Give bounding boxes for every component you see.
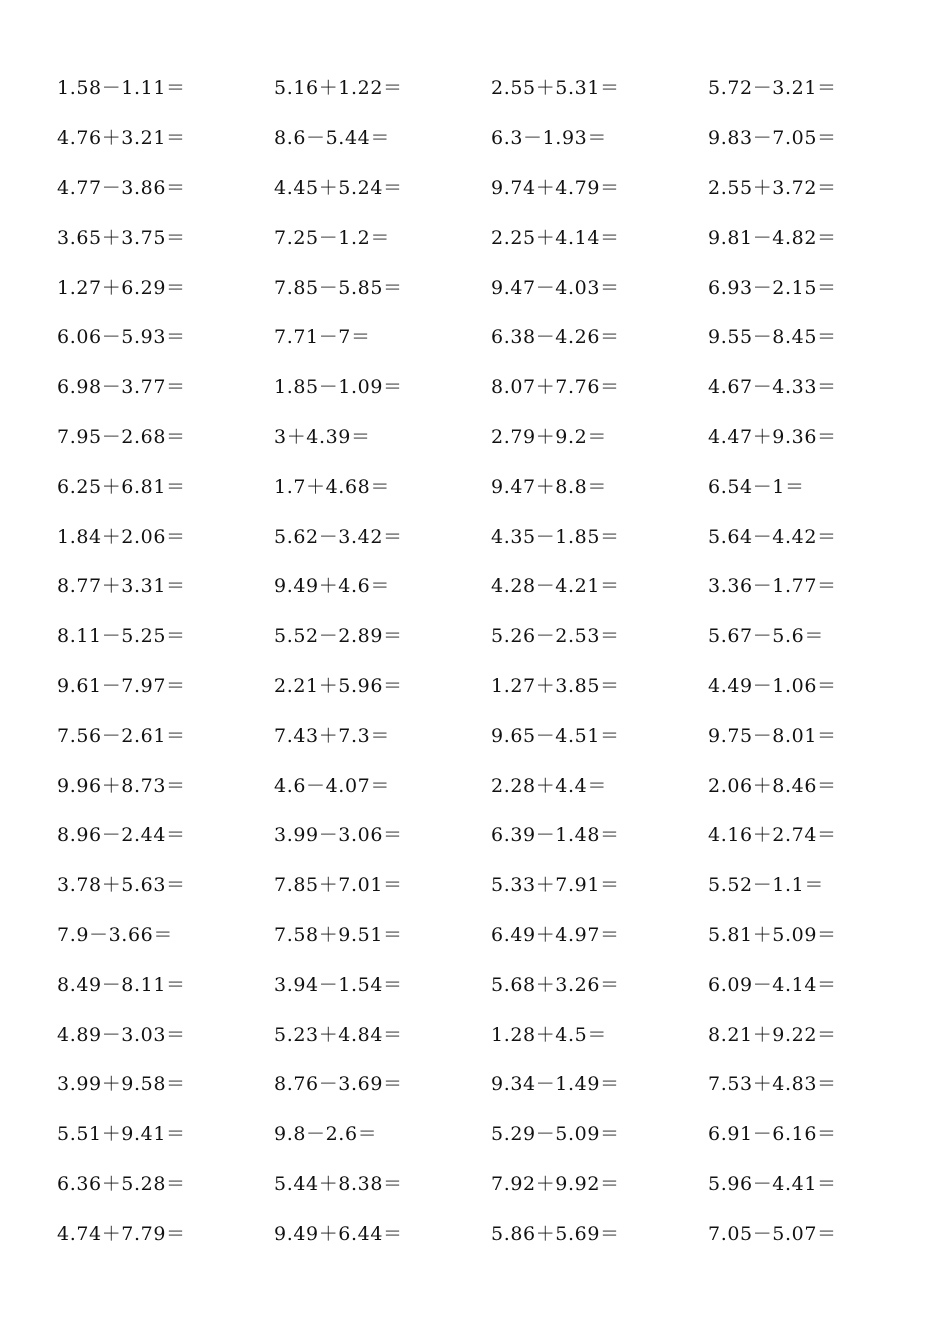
arithmetic-problem: 3＋4.39＝ — [274, 425, 371, 448]
arithmetic-problem: 6.98－3.77＝ — [57, 376, 186, 399]
arithmetic-problem: 6.54－1＝ — [708, 475, 805, 498]
problem-row — [57, 1108, 927, 1158]
arithmetic-problem: 5.16＋1.22＝ — [274, 77, 403, 100]
arithmetic-problem: 8.77＋3.31＝ — [57, 575, 186, 598]
problem-row — [57, 809, 927, 859]
arithmetic-problem: 5.62－3.42＝ — [274, 525, 403, 548]
arithmetic-problem: 5.52－2.89＝ — [274, 625, 403, 648]
problem-row — [57, 162, 927, 212]
arithmetic-problem: 6.93－2.15＝ — [708, 276, 837, 299]
problem-row — [57, 560, 927, 610]
arithmetic-problem: 5.26－2.53＝ — [491, 625, 620, 648]
arithmetic-problem: 9.61－7.97＝ — [57, 674, 186, 697]
arithmetic-problem: 6.49＋4.97＝ — [491, 923, 620, 946]
arithmetic-problem: 5.44＋8.38＝ — [274, 1172, 403, 1195]
arithmetic-problem: 4.77－3.86＝ — [57, 176, 186, 199]
arithmetic-problem: 6.38－4.26＝ — [491, 326, 620, 349]
arithmetic-problem: 7.71－7＝ — [274, 326, 371, 349]
arithmetic-problem: 1.85－1.09＝ — [274, 376, 403, 399]
arithmetic-problem: 4.16＋2.74＝ — [708, 824, 837, 847]
arithmetic-problem: 5.33＋7.91＝ — [491, 874, 620, 897]
problem-grid — [57, 62, 927, 1257]
problem-row — [57, 460, 927, 510]
arithmetic-problem: 4.35－1.85＝ — [491, 525, 620, 548]
arithmetic-problem: 9.96＋8.73＝ — [57, 774, 186, 797]
arithmetic-problem: 7.53＋4.83＝ — [708, 1073, 837, 1096]
arithmetic-problem: 1.27＋6.29＝ — [57, 276, 186, 299]
problem-row — [57, 610, 927, 660]
arithmetic-problem: 8.49－8.11＝ — [57, 973, 186, 996]
arithmetic-problem: 2.55＋5.31＝ — [491, 77, 620, 100]
arithmetic-problem: 6.09－4.14＝ — [708, 973, 837, 996]
arithmetic-problem: 8.07＋7.76＝ — [491, 376, 620, 399]
arithmetic-problem: 3.78＋5.63＝ — [57, 874, 186, 897]
arithmetic-problem: 9.34－1.49＝ — [491, 1073, 620, 1096]
arithmetic-problem: 1.58－1.11＝ — [57, 77, 186, 100]
problem-row — [57, 709, 927, 759]
arithmetic-problem: 6.39－1.48＝ — [491, 824, 620, 847]
arithmetic-problem: 9.47－4.03＝ — [491, 276, 620, 299]
problem-row — [57, 1008, 927, 1058]
arithmetic-problem: 8.11－5.25＝ — [57, 625, 186, 648]
arithmetic-problem: 4.74＋7.79＝ — [57, 1222, 186, 1245]
arithmetic-problem: 1.28＋4.5＝ — [491, 1023, 607, 1046]
arithmetic-problem: 3.65＋3.75＝ — [57, 226, 186, 249]
problem-row — [57, 859, 927, 909]
arithmetic-problem: 7.56－2.61＝ — [57, 724, 186, 747]
arithmetic-problem: 9.8－2.6＝ — [274, 1123, 378, 1146]
arithmetic-problem: 7.85－5.85＝ — [274, 276, 403, 299]
arithmetic-problem: 8.21＋9.22＝ — [708, 1023, 837, 1046]
arithmetic-problem: 4.6－4.07＝ — [274, 774, 390, 797]
arithmetic-problem: 9.81－4.82＝ — [708, 226, 837, 249]
arithmetic-problem: 9.65－4.51＝ — [491, 724, 620, 747]
problem-row — [57, 1158, 927, 1208]
problem-row — [57, 361, 927, 411]
arithmetic-problem: 1.7＋4.68＝ — [274, 475, 390, 498]
arithmetic-problem: 6.36＋5.28＝ — [57, 1172, 186, 1195]
arithmetic-problem: 8.96－2.44＝ — [57, 824, 186, 847]
arithmetic-problem: 1.84＋2.06＝ — [57, 525, 186, 548]
arithmetic-problem: 2.21＋5.96＝ — [274, 674, 403, 697]
arithmetic-problem: 4.28－4.21＝ — [491, 575, 620, 598]
arithmetic-problem: 7.25－1.2＝ — [274, 226, 390, 249]
arithmetic-problem: 3.94－1.54＝ — [274, 973, 403, 996]
problem-row — [57, 660, 927, 710]
arithmetic-problem: 3.99＋9.58＝ — [57, 1073, 186, 1096]
arithmetic-problem: 9.83－7.05＝ — [708, 127, 837, 150]
arithmetic-problem: 7.58＋9.51＝ — [274, 923, 403, 946]
arithmetic-problem: 5.68＋3.26＝ — [491, 973, 620, 996]
problem-row — [57, 1207, 927, 1257]
arithmetic-problem: 5.64－4.42＝ — [708, 525, 837, 548]
arithmetic-problem: 2.79＋9.2＝ — [491, 425, 607, 448]
problem-row — [57, 958, 927, 1008]
arithmetic-problem: 9.55－8.45＝ — [708, 326, 837, 349]
arithmetic-problem: 8.76－3.69＝ — [274, 1073, 403, 1096]
arithmetic-problem: 4.76＋3.21＝ — [57, 127, 186, 150]
problem-row — [57, 261, 927, 311]
arithmetic-problem: 9.49＋6.44＝ — [274, 1222, 403, 1245]
arithmetic-problem: 5.29－5.09＝ — [491, 1123, 620, 1146]
arithmetic-problem: 7.05－5.07＝ — [708, 1222, 837, 1245]
arithmetic-problem: 7.43＋7.3＝ — [274, 724, 390, 747]
problem-row — [57, 909, 927, 959]
arithmetic-problem: 5.81＋5.09＝ — [708, 923, 837, 946]
problem-row — [57, 112, 927, 162]
arithmetic-problem: 7.95－2.68＝ — [57, 425, 186, 448]
arithmetic-problem: 8.6－5.44＝ — [274, 127, 390, 150]
arithmetic-problem: 4.45＋5.24＝ — [274, 176, 403, 199]
arithmetic-problem: 9.49＋4.6＝ — [274, 575, 390, 598]
arithmetic-problem: 4.49－1.06＝ — [708, 674, 837, 697]
arithmetic-problem: 3.99－3.06＝ — [274, 824, 403, 847]
arithmetic-problem: 6.25＋6.81＝ — [57, 475, 186, 498]
arithmetic-problem: 7.9－3.66＝ — [57, 923, 173, 946]
arithmetic-problem: 1.27＋3.85＝ — [491, 674, 620, 697]
arithmetic-problem: 5.72－3.21＝ — [708, 77, 837, 100]
arithmetic-problem: 6.06－5.93＝ — [57, 326, 186, 349]
arithmetic-problem: 5.96－4.41＝ — [708, 1172, 837, 1195]
arithmetic-problem: 2.55＋3.72＝ — [708, 176, 837, 199]
arithmetic-problem: 9.74＋4.79＝ — [491, 176, 620, 199]
arithmetic-problem: 2.06＋8.46＝ — [708, 774, 837, 797]
arithmetic-problem: 5.23＋4.84＝ — [274, 1023, 403, 1046]
arithmetic-problem: 9.75－8.01＝ — [708, 724, 837, 747]
problem-row — [57, 411, 927, 461]
arithmetic-problem: 4.47＋9.36＝ — [708, 425, 837, 448]
problem-row — [57, 311, 927, 361]
arithmetic-problem: 6.91－6.16＝ — [708, 1123, 837, 1146]
problem-row — [57, 62, 927, 112]
problem-row — [57, 510, 927, 560]
arithmetic-problem: 9.47＋8.8＝ — [491, 475, 607, 498]
arithmetic-problem: 2.28＋4.4＝ — [491, 774, 607, 797]
arithmetic-problem: 4.89－3.03＝ — [57, 1023, 186, 1046]
problem-row — [57, 1058, 927, 1108]
arithmetic-problem: 3.36－1.77＝ — [708, 575, 837, 598]
problem-row — [57, 759, 927, 809]
arithmetic-problem: 6.3－1.93＝ — [491, 127, 607, 150]
arithmetic-problem: 5.67－5.6＝ — [708, 625, 824, 648]
arithmetic-problem: 7.85＋7.01＝ — [274, 874, 403, 897]
arithmetic-problem: 5.52－1.1＝ — [708, 874, 824, 897]
arithmetic-problem: 7.92＋9.92＝ — [491, 1172, 620, 1195]
arithmetic-problem: 2.25＋4.14＝ — [491, 226, 620, 249]
problem-row — [57, 211, 927, 261]
arithmetic-problem: 5.86＋5.69＝ — [491, 1222, 620, 1245]
arithmetic-problem: 4.67－4.33＝ — [708, 376, 837, 399]
arithmetic-problem: 5.51＋9.41＝ — [57, 1123, 186, 1146]
